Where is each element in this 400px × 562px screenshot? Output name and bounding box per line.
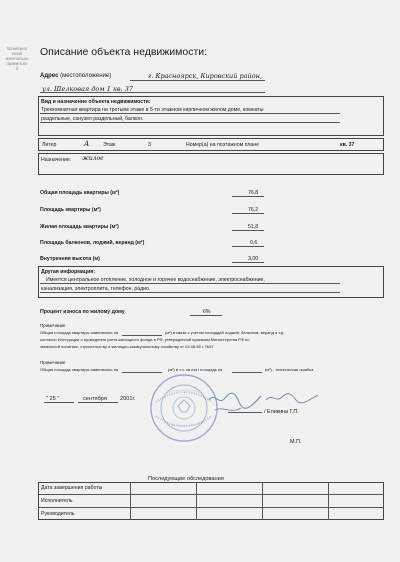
- date-month: сентября: [83, 396, 107, 402]
- inspection-row-2: Руководитель: [41, 511, 75, 517]
- side-stamp-text: Возможна ошиб изначально правильно б: [5, 46, 29, 71]
- note1-line3: земельной политике, строительству и жилищно-коммунальному хозяйству от 04.08.98 г. №37: [40, 344, 214, 349]
- wear-value: 6%: [203, 309, 211, 315]
- note1-label: Примечание: [40, 323, 66, 328]
- note1-line2: согласно Инструкции о проведении учета жилищного фонда в РФ, утвержденной приказом Министерства РФ по: [40, 337, 250, 342]
- inspection-title: Последующие обследования: [148, 476, 224, 482]
- signature-scribble-2: [264, 391, 320, 405]
- area-value-1: 76,2: [248, 207, 259, 213]
- object-type-label: Вид и назначение объекта недвижимости:: [41, 99, 151, 105]
- floor-label: Этаж: [103, 142, 116, 148]
- wear-label: Процент износа по жилому дому: [40, 309, 125, 315]
- mp-label: М.П.: [290, 439, 302, 445]
- purpose-value: жилое: [82, 155, 104, 162]
- plan-label: Номер(а) на поэтажном плане: [186, 142, 260, 148]
- area-label-4: Внутренняя высота (м): [40, 256, 100, 262]
- area-value-3: 0,6: [250, 240, 258, 246]
- object-type-text1: Трехкомнатная квартира на третьем этаже в 5-ти этажном кирпичном жилом доме, комнаты: [41, 107, 264, 113]
- other-info-line2: канализация, электроплита, телефон, радио.: [41, 286, 151, 292]
- date-day: " 25 ": [46, 396, 60, 402]
- floor-value: 3: [148, 142, 151, 148]
- note2-line1a: Общая площадь квартиры изменилась на: [40, 367, 119, 372]
- inspection-row-0: Дата завершения работы: [41, 485, 103, 491]
- area-label-1: Площадь квартиры (м²): [40, 207, 101, 213]
- area-value-4: 3,00: [248, 256, 259, 262]
- purpose-label: Назначение:: [41, 157, 72, 163]
- area-label-3: Площадь балконов, лоджий, веранд (м²): [40, 240, 145, 246]
- address-line2: ул. Шелковая дом 1 кв. 37: [42, 85, 134, 93]
- area-value-0: 76,8: [248, 190, 259, 196]
- address-line1: г. Красноярск, Кировский район,: [148, 72, 262, 80]
- object-type-text2: раздельные, санузел раздельный, балкон.: [41, 116, 144, 122]
- address-label: Адрес (местоположение): [40, 73, 112, 79]
- signatory-name: / Еликина Г.П.: [264, 409, 299, 415]
- page-title: Описание объекта недвижимости:: [40, 46, 208, 58]
- area-label-2: Жилая площадь квартиры (м²): [40, 224, 119, 230]
- inspection-row-1: Исполнитель: [41, 498, 73, 504]
- other-info-line1: Имеется центральное отопление, холодное и горячее водоснабжение, электроснабжение,: [46, 277, 265, 283]
- note2-line1c: (м²) - техническая ошибка: [265, 367, 314, 372]
- signature-scribble: [205, 388, 265, 420]
- note2-line1b: (м²) в т.ч. за счет площадь на: [168, 367, 223, 372]
- area-value-2: 51,8: [248, 224, 259, 230]
- plan-value: кв. 37: [340, 142, 355, 148]
- date-year: 2001г.: [120, 396, 136, 402]
- note2-label: Примечание: [40, 360, 66, 365]
- litera-label: Литер: [42, 142, 57, 148]
- note1-line1a: Общая площадь квартиры изменилась на: [40, 330, 119, 335]
- other-info-label: Другая информация:: [41, 269, 96, 275]
- area-label-0: Общая площадь квартиры (м²): [40, 190, 120, 196]
- note1-line1b: (м²) в связи с учетом площадей лоджий, балконов, веранд и т.д.: [165, 330, 285, 335]
- litera-value: А: [84, 140, 90, 148]
